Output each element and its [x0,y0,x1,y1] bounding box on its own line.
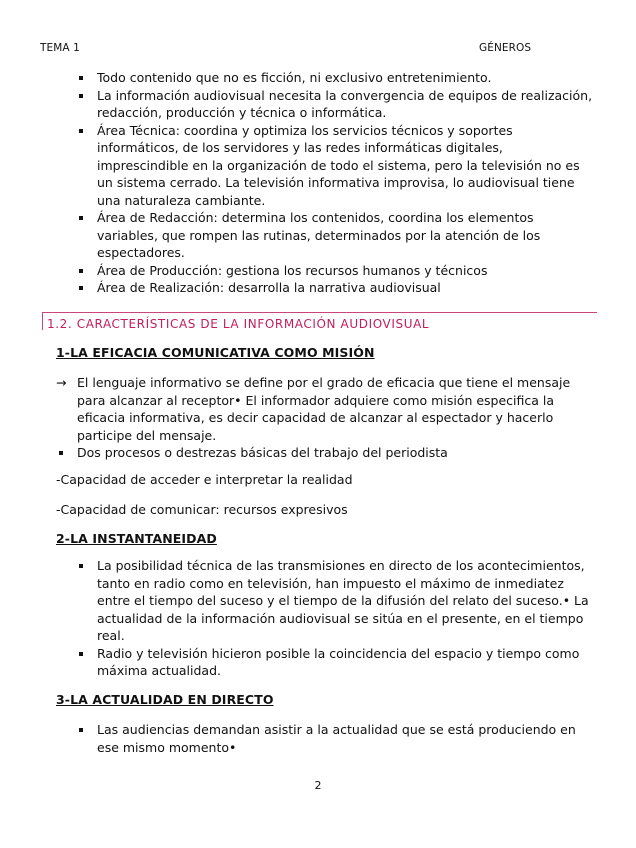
list-item: Radio y televisión hicieron posible la coincidencia del espacio y tiempo como máxima actualidad. [97,645,597,680]
subheading-actualidad: 3-LA ACTUALIDAD EN DIRECTO [56,692,274,707]
intro-list [97,69,597,297]
list-item: Dos procesos o destrezas básicas del trabajo del periodista [77,444,597,462]
list-item: Las audiencias demandan asistir a la actualidad que se está produciendo en ese mismo momento• [97,721,597,756]
list-item: La posibilidad técnica de las transmisiones en directo de los acontecimientos, tanto en radio como en televisión, han impuesto el máximo de inmediatez entre el tiempo del suceso y el tiempo de la difusión del relato del suceso.• La actualidad de la información audiovisual se sitúa en el presente, en el tiempo real. [97,557,597,645]
instantaneidad-list [97,557,597,680]
subheading-eficacia: 1-LA EFICACIA COMUNICATIVA COMO MISIÓN [56,345,375,360]
arrow-paragraph [56,374,597,462]
list-item: Área de Producción: gestiona los recursos humanos y técnicos [97,262,597,280]
list-item: Área Técnica: coordina y optimiza los servicios técnicos y soportes informáticos, de los servidores y las redes informáticas digitales, imprescindible en la organización de todo el sistema, pero la televisión no es un sistema cerrado. La televisión informativa improvisa, lo audiovisual tiene una naturaleza cambiante. [97,122,597,210]
header-right: GÉNEROS [479,42,532,54]
header-left: TEMA 1 [40,42,80,54]
list-item: Área de Redacción: determina los contenidos, coordina los elementos variables, que rompen las rutinas, determinados por la atención de los espectadores. [97,209,597,262]
dash-line: -Capacidad de comunicar: recursos expresivos [56,502,348,517]
arrow-text: El lenguaje informativo se define por el grado de eficacia que tiene el mensaje para alcanzar al receptor• El informador adquiere como misión especifica la eficacia informativa, es decir capacidad de alcanzar al espectador y hacerlo participe del mensaje. [77,375,571,443]
list-item: Todo contenido que no es ficción, ni exclusivo entretenimiento. [97,69,597,87]
section-heading: 1.2. CARACTERÍSTICAS DE LA INFORMACIÓN AUDIOVISUAL [42,312,597,330]
dash-line: -Capacidad de acceder e interpretar la realidad [56,472,353,487]
subheading-instantaneidad: 2-LA INSTANTANEIDAD [56,531,217,546]
page-number: 2 [314,779,322,792]
list-item: La información audiovisual necesita la convergencia de equipos de realización, redacción, producción y técnica o informática. [97,87,597,122]
list-item: Área de Realización: desarrolla la narrativa audiovisual [97,279,597,297]
actualidad-list [97,721,597,756]
arrow-right-icon: → [56,375,67,390]
